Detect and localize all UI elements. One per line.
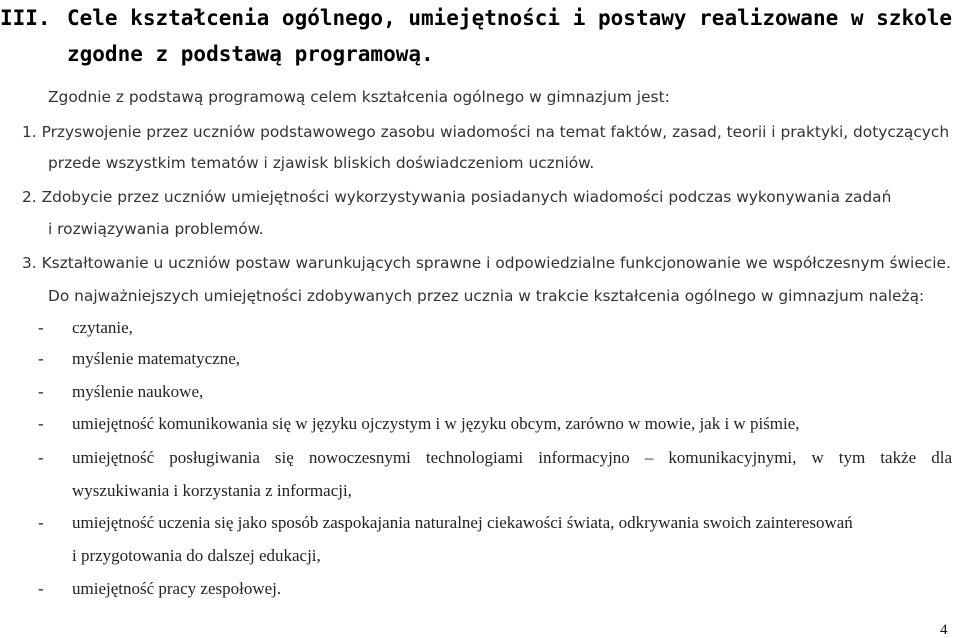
list-bullet: -: [38, 382, 44, 401]
list-item-text: umiejętność pracy zespołowej.: [72, 579, 282, 598]
list-item-text: umiejętność uczenia się jako sposób zaspokajania naturalnej ciekawości świata, odkrywania swoich zainteresowań: [72, 513, 853, 532]
list-bullet: -: [38, 414, 44, 433]
list-item-text: umiejętność komunikowania się w języku ojczystym i w języku obcym, zarówno w mowie, jak i w piśmie,: [72, 414, 800, 433]
goal-2-line-1: 2. Zdobycie przez uczniów umiejętności wykorzystywania posiadanych wiadomości podczas wykonywania zadań: [22, 188, 892, 206]
list-item-text: myślenie naukowe,: [72, 382, 204, 401]
page-number: 4: [940, 622, 948, 638]
list-bullet: -: [38, 448, 44, 467]
section-title-line-2: zgodne z podstawą programową.: [67, 42, 434, 66]
goal-1-line-1: 1. Przyswojenie przez uczniów podstawowego zasobu wiadomości na temat faktów, zasad, teorii i praktyki, dotyczących: [22, 123, 950, 141]
goal-3-line-1: 3. Kształtowanie u uczniów postaw warunkujących sprawne i odpowiedzialne funkcjonowanie we współczesnym świecie.: [22, 254, 951, 272]
goal-1-line-2: przede wszystkim tematów i zjawisk bliskich doświadczeniom uczniów.: [48, 154, 595, 172]
list-bullet: -: [38, 318, 44, 337]
goal-2-line-2: i rozwiązywania problemów.: [48, 220, 264, 238]
list-item-text: czytanie,: [72, 318, 133, 337]
list-item-text: myślenie matematyczne,: [72, 349, 241, 368]
intro-text: Zgodnie z podstawą programową celem kształcenia ogólnego w gimnazjum jest:: [48, 88, 670, 106]
list-item-text-continued: i przygotowania do dalszej edukacji,: [72, 546, 321, 565]
list-item-text: umiejętność posługiwania się nowoczesnymi technologiami informacyjno – komunikacyjnymi, w tym także dla: [72, 448, 952, 467]
skills-intro: Do najważniejszych umiejętności zdobywanych przez ucznia w trakcie kształcenia ogólnego w gimnazjum należą:: [48, 287, 925, 305]
list-bullet: -: [38, 579, 44, 598]
list-item-text-continued: wyszukiwania i korzystania z informacji,: [72, 481, 352, 500]
list-bullet: -: [38, 349, 44, 368]
list-bullet: -: [38, 513, 44, 532]
section-number: III.: [0, 6, 51, 30]
section-title-line-1: Cele kształcenia ogólnego, umiejętności i postawy realizowane w szkole: [67, 6, 953, 30]
